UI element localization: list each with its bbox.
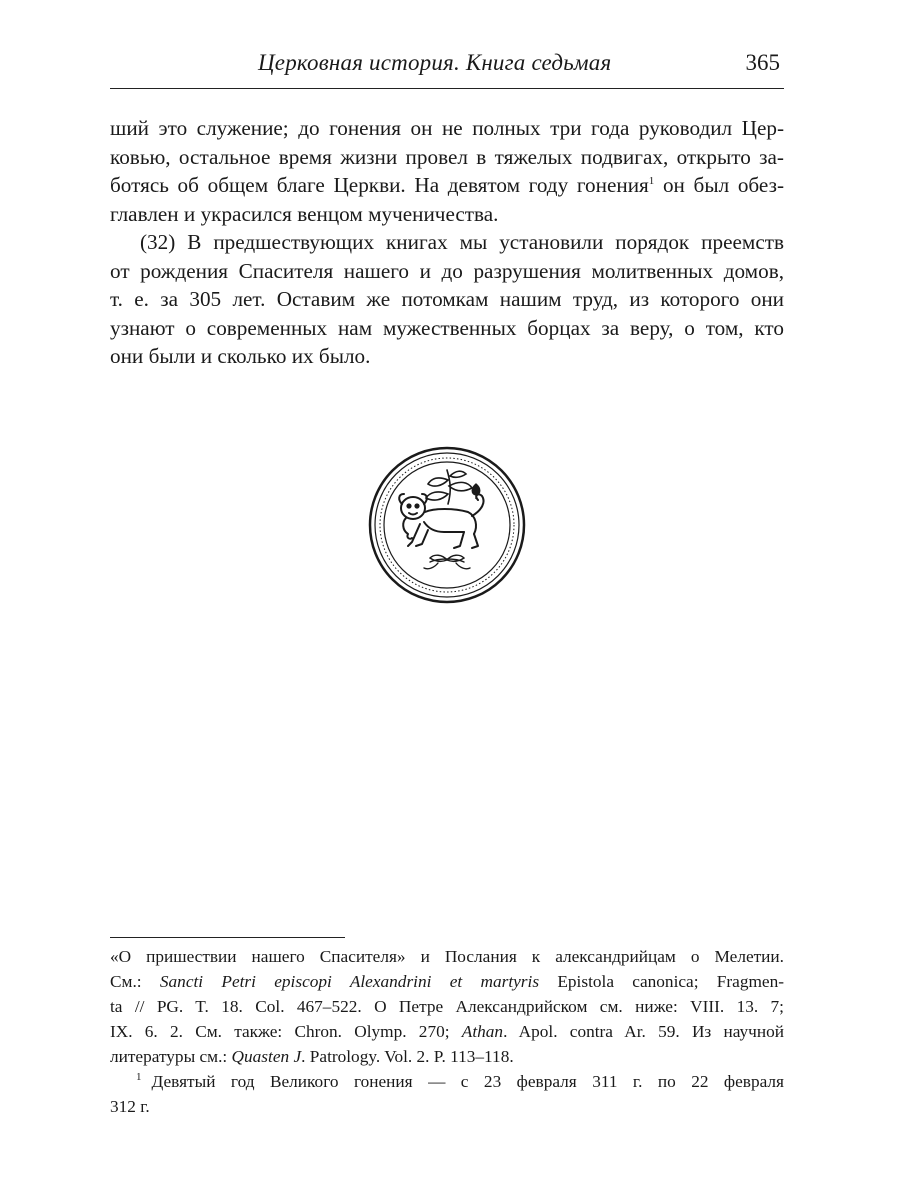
italic-author: Quasten J [231, 1047, 302, 1066]
footnote-number: 1 [136, 1071, 142, 1083]
text-fragment: Девятый год Великого гонения — с 23 февраля 311 г. по 22 февраля [151, 1072, 784, 1091]
footnote-line [110, 1069, 784, 1094]
main-text [110, 114, 784, 371]
text-line: главлен и украсился венцом мученичества. [110, 201, 499, 226]
footnote-line [110, 1044, 784, 1069]
footnote-rule [110, 937, 345, 938]
italic-author: Athan [461, 1022, 504, 1041]
text-line [110, 171, 784, 200]
text-fragment: ботясь об общем благе Церкви. На девятом году гонения [110, 173, 649, 197]
running-header [110, 48, 784, 89]
text-fragment: литературы см.: [110, 1047, 232, 1066]
text-fragment: . Apol. contra Ar. 59. Из научной [503, 1022, 785, 1041]
text-fragment: Epistola canonica; Fragmen- [539, 972, 784, 991]
lion-emblem-icon [368, 446, 526, 604]
text-fragment: IX. 6. 2. См. также: Chron. Olymp. 270; [110, 1022, 462, 1041]
text-fragment: . Patrology. Vol. 2. P. 113–118. [301, 1047, 514, 1066]
footnotes [110, 944, 784, 1119]
text-line: узнают о современных нам мужественных борцах за веру, о том, кто [110, 315, 784, 340]
footnote-line: ta // PG. T. 18. Col. 467–522. О Петре Александрийском см. ниже: VIII. 13. 7; [110, 997, 784, 1016]
page-number: 365 [745, 50, 780, 75]
footnote-marker[interactable]: 1 [648, 175, 655, 187]
text-fragment: См.: [110, 972, 160, 991]
running-title: Церковная история. Книга седьмая [258, 50, 612, 75]
footnote-line [110, 969, 784, 994]
text-line: они были и сколько их было. [110, 344, 371, 368]
footnote-line: «О пришествии нашего Спасителя» и Послания к александрийцам о Мелетии. [110, 947, 784, 966]
text-line: ший это служение; до гонения он не полных три года руководил Цер- [110, 116, 784, 140]
text-fragment: он был обез- [662, 173, 784, 197]
footnote-line: 312 г. [110, 1097, 150, 1116]
text-line: ковью, остальное время жизни провел в тяжелых подвигах, открыто за- [110, 144, 784, 169]
footnote-line [110, 1019, 784, 1044]
text-line: т. е. за 305 лет. Оставим же потомкам нашим труд, из которого они [110, 287, 784, 311]
italic-title: Sancti Petri episcopi Alexandrini et martyris [159, 972, 540, 991]
text-line: от рождения Спасителя нашего и до разрушения молитвенных домов, [110, 258, 784, 283]
text-line: (32) В предшествующих книгах мы установили порядок преемств [140, 230, 784, 254]
